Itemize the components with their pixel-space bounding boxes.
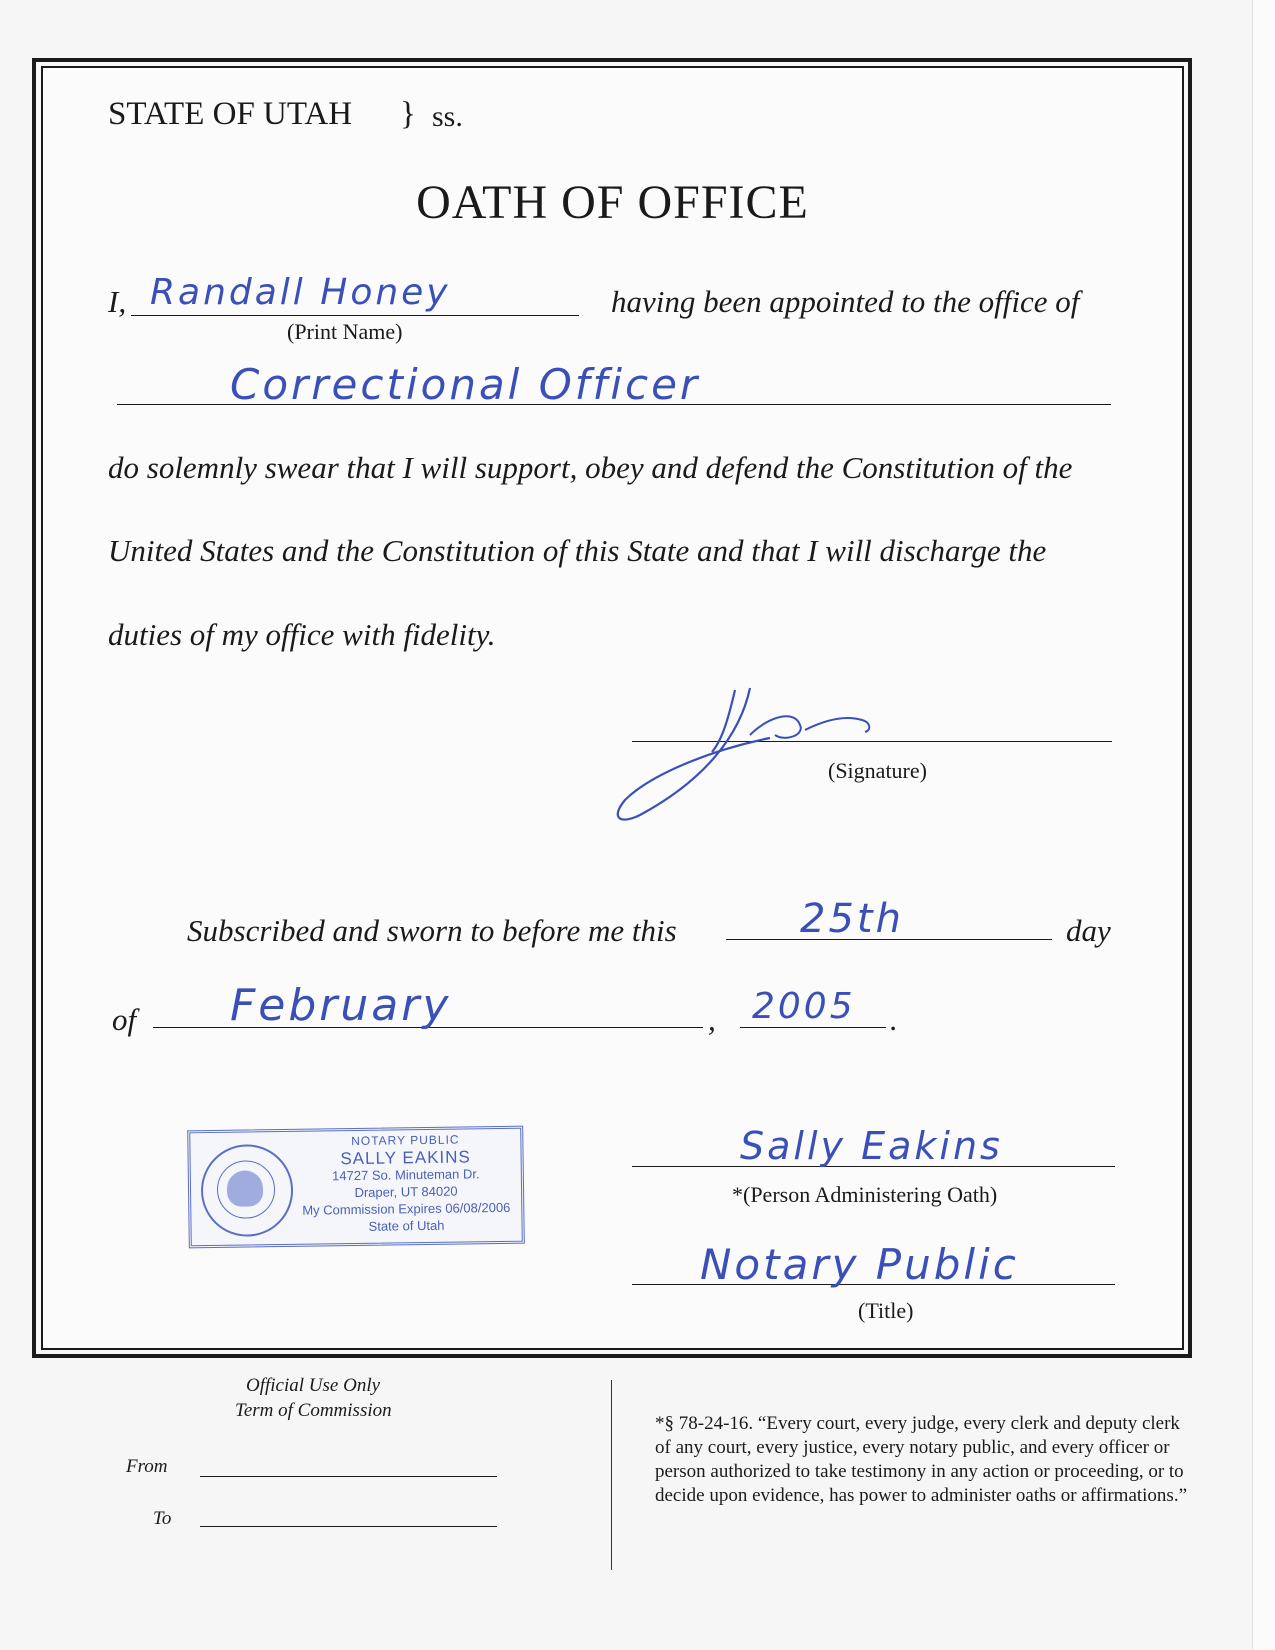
- day-word: day: [1066, 913, 1111, 948]
- from-label: From: [126, 1456, 168, 1477]
- footer-divider: [611, 1380, 612, 1570]
- officer-signature: [600, 680, 920, 830]
- handwritten-day: 25th: [800, 896, 904, 942]
- print-name-caption: (Print Name): [287, 319, 403, 344]
- oath-body-line-3: duties of my office with fidelity.: [108, 617, 496, 652]
- administrator-caption: *(Person Administering Oath): [732, 1182, 998, 1207]
- period: .: [890, 1002, 898, 1037]
- to-label: To: [153, 1508, 172, 1529]
- state-seal-icon: [200, 1144, 293, 1237]
- pronoun-i: I,: [108, 284, 127, 319]
- sworn-text: Subscribed and sworn to before me this: [187, 913, 677, 948]
- year-line: [740, 1027, 886, 1028]
- stamp-state: State of Utah: [368, 1217, 445, 1234]
- handwritten-office: Correctional Officer: [230, 360, 701, 409]
- term-of-commission-heading: Term of Commission: [235, 1400, 392, 1421]
- oath-body-line-2: United States and the Constitution of this State and that I will discharge the: [108, 533, 1047, 568]
- title-caption: (Title): [858, 1298, 914, 1323]
- name-line: [131, 315, 579, 316]
- stamp-name: SALLY EAKINS: [340, 1147, 471, 1169]
- handwritten-month: February: [230, 980, 452, 1031]
- from-line: [200, 1476, 497, 1477]
- comma: ,: [708, 1002, 716, 1037]
- stamp-address-2: Draper, UT 84020: [354, 1183, 458, 1201]
- state-heading: STATE OF UTAH: [108, 96, 353, 132]
- handwritten-year: 2005: [752, 986, 856, 1027]
- handwritten-title: Notary Public: [700, 1240, 1019, 1289]
- stamp-address-1: 14727 So. Minuteman Dr.: [332, 1166, 480, 1184]
- of-word: of: [112, 1002, 137, 1037]
- notary-stamp: [187, 1126, 525, 1249]
- official-use-heading: Official Use Only: [246, 1375, 381, 1396]
- to-line: [200, 1526, 497, 1527]
- appointed-text: having been appointed to the office of: [611, 284, 1080, 319]
- signature-caption: (Signature): [828, 758, 927, 783]
- handwritten-name: Randall Honey: [150, 272, 451, 313]
- stamp-commission: My Commission Expires 06/08/2006: [302, 1199, 511, 1218]
- document-title: OATH OF OFFICE: [416, 176, 809, 229]
- page-edge: [1252, 0, 1275, 1650]
- brace-symbol: }: [400, 96, 416, 132]
- stamp-heading: NOTARY PUBLIC: [351, 1132, 460, 1149]
- oath-body-line-1: do solemnly swear that I will support, obey and defend the Constitution of the: [108, 450, 1073, 485]
- handwritten-administrator: Sally Eakins: [740, 1124, 1003, 1168]
- statute-text: *§ 78-24-16. “Every court, every judge, every clerk and deputy clerk of any court, every justice, every notary public, and every officer or person authorized to take testimony in any action or proceeding, or to decide upon evidence, has power to administer oaths or affirmations.”: [655, 1413, 1188, 1506]
- ss-label: ss.: [432, 100, 463, 133]
